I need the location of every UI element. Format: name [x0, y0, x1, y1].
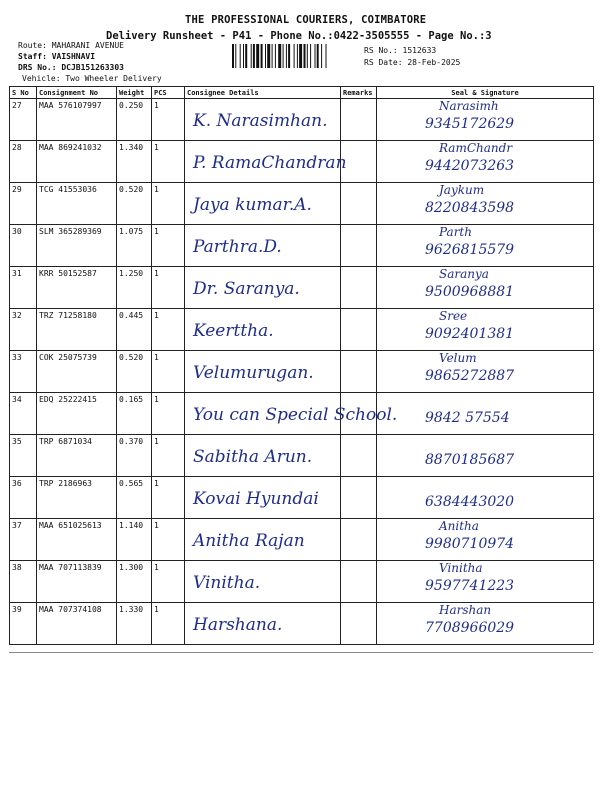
consignee-details	[185, 435, 341, 477]
consignee-handwritten-name: Vinitha.	[193, 573, 261, 593]
signature-name: Parth	[439, 225, 472, 239]
consignment-number: TCG 41553036	[37, 183, 117, 225]
table-row	[10, 309, 594, 351]
consignee-handwritten-name: Anitha Rajan	[193, 531, 305, 551]
consignment-number: SLM 365289369	[37, 225, 117, 267]
remarks-cell	[341, 477, 377, 519]
pcs-value: 1	[152, 351, 185, 393]
signature-phone: 9092401381	[425, 326, 515, 342]
seal-signature	[377, 225, 594, 267]
serial-number: 27	[10, 99, 37, 141]
remarks-cell	[341, 99, 377, 141]
signature-name: Jaykum	[439, 183, 485, 197]
consignment-number: MAA 651025613	[37, 519, 117, 561]
serial-number: 28	[10, 141, 37, 183]
remarks-cell	[341, 141, 377, 183]
pcs-value: 1	[152, 225, 185, 267]
serial-number: 30	[10, 225, 37, 267]
weight-value: 0.370	[117, 435, 152, 477]
remarks-cell	[341, 267, 377, 309]
consignee-handwritten-name: K. Narasimhan.	[193, 111, 328, 131]
consignee-handwritten-name: Dr. Saranya.	[193, 279, 300, 299]
pcs-value: 1	[152, 435, 185, 477]
runsheet-table	[9, 86, 594, 645]
consignment-number: EDQ 25222415	[37, 393, 117, 435]
staff-text: Staff: VAISHNAVI	[18, 52, 96, 61]
pcs-value: 1	[152, 477, 185, 519]
weight-value: 0.445	[117, 309, 152, 351]
seal-signature	[377, 477, 594, 519]
seal-signature	[377, 183, 594, 225]
serial-number: 36	[10, 477, 37, 519]
weight-value: 0.520	[117, 351, 152, 393]
consignee-handwritten-name: Parthra.D.	[193, 237, 282, 257]
seal-signature	[377, 603, 594, 645]
serial-number: 39	[10, 603, 37, 645]
seal-signature	[377, 519, 594, 561]
consignee-details	[185, 603, 341, 645]
serial-number: 33	[10, 351, 37, 393]
consignee-details	[185, 183, 341, 225]
table-row	[10, 267, 594, 309]
signature-phone: 9345172629	[425, 116, 515, 132]
table-row	[10, 435, 594, 477]
table-row	[10, 477, 594, 519]
seal-signature	[377, 351, 594, 393]
weight-value: 1.250	[117, 267, 152, 309]
pcs-value: 1	[152, 309, 185, 351]
col-remarks: Remarks	[341, 87, 377, 99]
pcs-value: 1	[152, 603, 185, 645]
consignment-number: MAA 576107997	[37, 99, 117, 141]
signature-phone: 9597741223	[425, 578, 515, 594]
remarks-cell	[341, 183, 377, 225]
seal-signature	[377, 561, 594, 603]
table-row	[10, 225, 594, 267]
consignee-details	[185, 225, 341, 267]
weight-value: 1.300	[117, 561, 152, 603]
consignment-number: COK 25075739	[37, 351, 117, 393]
remarks-cell	[341, 351, 377, 393]
consignee-handwritten-name: Jaya kumar.A.	[193, 195, 312, 215]
serial-number: 32	[10, 309, 37, 351]
consignment-number: TRZ 71258180	[37, 309, 117, 351]
pcs-value: 1	[152, 267, 185, 309]
remarks-cell	[341, 435, 377, 477]
route-text: Route: MAHARANI AVENUE	[18, 41, 124, 50]
weight-value: 0.565	[117, 477, 152, 519]
consignee-handwritten-name: Kovai Hyundai	[193, 489, 319, 509]
table-row	[10, 393, 594, 435]
col-consignment-no: Consignment No	[37, 87, 117, 99]
consignee-details	[185, 99, 341, 141]
consignee-handwritten-name: Sabitha Arun.	[193, 447, 313, 467]
table-row	[10, 519, 594, 561]
consignee-details	[185, 477, 341, 519]
weight-value: 1.340	[117, 141, 152, 183]
serial-number: 29	[10, 183, 37, 225]
remarks-cell	[341, 225, 377, 267]
signature-name: Vinitha	[439, 561, 483, 575]
consignment-number: TRP 2186963	[37, 477, 117, 519]
pcs-value: 1	[152, 519, 185, 561]
weight-value: 1.330	[117, 603, 152, 645]
consignee-details	[185, 309, 341, 351]
consignee-details	[185, 141, 347, 183]
barcode-image	[232, 44, 352, 68]
table-row	[10, 141, 594, 183]
signature-phone: 9500968881	[425, 284, 515, 300]
col-sno: S No	[10, 87, 37, 99]
table-row	[10, 99, 594, 141]
col-consignee-details: Consignee Details	[185, 87, 341, 99]
seal-signature	[377, 267, 594, 309]
seal-signature	[377, 435, 594, 477]
remarks-cell	[341, 561, 377, 603]
table-bottom-rule	[9, 652, 593, 653]
consignee-handwritten-name: P. RamaChandran	[193, 153, 347, 173]
serial-number: 34	[10, 393, 37, 435]
signature-phone: 6384443020	[425, 494, 515, 510]
consignee-details	[185, 561, 341, 603]
remarks-cell	[341, 393, 377, 435]
serial-number: 37	[10, 519, 37, 561]
consignee-details	[185, 393, 398, 435]
consignment-number: KRR 50152587	[37, 267, 117, 309]
signature-phone: 8220843598	[425, 200, 515, 216]
signature-name: Velum	[439, 351, 477, 365]
consignee-handwritten-name: Keerttha.	[193, 321, 274, 341]
weight-value: 0.165	[117, 393, 152, 435]
pcs-value: 1	[152, 393, 185, 435]
consignment-number: MAA 869241032	[37, 141, 117, 183]
table-row	[10, 603, 594, 645]
signature-name: Sree	[439, 309, 468, 323]
signature-phone: 9442073263	[425, 158, 515, 174]
table-row	[10, 561, 594, 603]
signature-name: Anitha	[439, 519, 479, 533]
signature-phone: 9980710974	[425, 536, 515, 552]
pcs-value: 1	[152, 183, 185, 225]
serial-number: 35	[10, 435, 37, 477]
remarks-cell	[341, 519, 377, 561]
consignee-handwritten-name: Velumurugan.	[193, 363, 314, 383]
weight-value: 1.075	[117, 225, 152, 267]
consignment-number: MAA 707113839	[37, 561, 117, 603]
col-seal-signature: Seal & Signature	[377, 87, 594, 99]
serial-number: 31	[10, 267, 37, 309]
rs-number: RS No.: 1512633	[364, 46, 437, 55]
serial-number: 38	[10, 561, 37, 603]
seal-signature	[377, 99, 594, 141]
seal-signature	[377, 309, 594, 351]
drs-number: DRS No.: DCJB151263303	[18, 63, 124, 72]
signature-phone: 9626815579	[425, 242, 515, 258]
company-name: THE PROFESSIONAL COURIERS, COIMBATORE	[185, 14, 427, 26]
consignee-details	[185, 351, 341, 393]
signature-phone: 8870185687	[425, 452, 515, 468]
seal-signature	[377, 393, 594, 435]
consignment-number: MAA 707374108	[37, 603, 117, 645]
remarks-cell	[341, 309, 377, 351]
weight-value: 0.250	[117, 99, 152, 141]
signature-phone: 9865272887	[425, 368, 515, 384]
table-row	[10, 183, 594, 225]
table-row	[10, 351, 594, 393]
signature-name: Narasimh	[439, 99, 499, 113]
signature-phone: 7708966029	[425, 620, 515, 636]
consignment-number: TRP 6871034	[37, 435, 117, 477]
pcs-value: 1	[152, 141, 185, 183]
pcs-value: 1	[152, 99, 185, 141]
consignee-handwritten-name: Harshana.	[193, 615, 283, 635]
consignee-details	[185, 519, 341, 561]
seal-signature	[377, 141, 594, 183]
signature-name: Saranya	[439, 267, 489, 281]
signature-phone: 9842 57554	[425, 410, 510, 426]
consignee-details	[185, 267, 341, 309]
pcs-value: 1	[152, 561, 185, 603]
remarks-cell	[341, 603, 377, 645]
col-weight: Weight	[117, 87, 152, 99]
col-pcs: PCS	[152, 87, 185, 99]
runsheet-title: Delivery Runsheet - P41 - Phone No.:0422-3505555 - Page No.:3	[106, 30, 492, 42]
weight-value: 0.520	[117, 183, 152, 225]
signature-name: Harshan	[439, 603, 492, 617]
signature-name: RamChandr	[439, 141, 513, 155]
consignee-handwritten-name: You can Special School.	[193, 405, 398, 425]
weight-value: 1.140	[117, 519, 152, 561]
rs-date: RS Date: 28-Feb-2025	[364, 58, 461, 67]
vehicle-text: Vehicle: Two Wheeler Delivery	[22, 74, 162, 83]
